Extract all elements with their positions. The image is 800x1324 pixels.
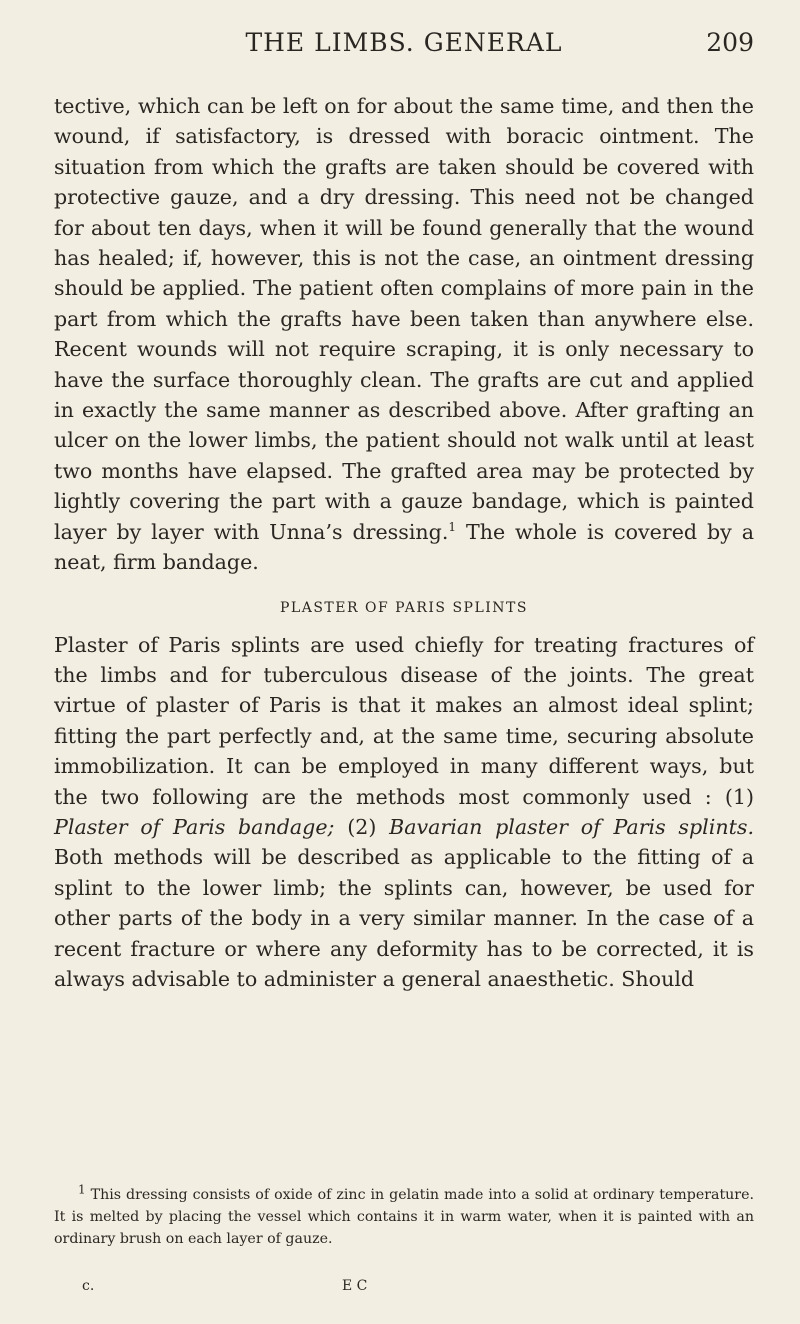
running-head: [54, 28, 754, 68]
signature-mark-right: E C: [342, 1278, 368, 1294]
paragraph-2: [54, 630, 754, 995]
method-1-name: Plaster of Paris bandage;: [54, 814, 335, 839]
paragraph-2-text-1: Plaster of Paris splints are used chiefly for treating fractures of the limbs and for tuberculous disease of the joints. The great virtue of plaster of Paris is that it makes an almost ideal splint; fitting the part perfectly and, at the same time, securing absolute immobilization. It can be employed in many different ways, but the two following are the methods most commonly used : (1): [54, 632, 754, 809]
footnote-text: This dressing consists of oxide of zinc in gelatin made into a solid at ordinary temperature. It is melted by placing the vessel which contains it in warm water, when it is painted with an ordinary brush on each layer of gauze.: [54, 1187, 754, 1247]
paragraph-2-text-2: (2): [334, 814, 390, 839]
signature-mark-left: c.: [82, 1278, 95, 1294]
method-2-name: Bavarian plaster of Paris splints.: [389, 814, 754, 839]
paragraph-1-text-end: The whole is covered by a neat, firm bandage.: [54, 519, 754, 575]
page-number: 209: [706, 28, 754, 57]
footnote-reference: 1: [448, 519, 457, 534]
footnote: [54, 1184, 754, 1250]
footnotes: [54, 1184, 754, 1250]
section-heading: PLASTER OF PARIS SPLINTS: [280, 599, 528, 616]
paragraph-1: [54, 91, 754, 578]
running-title: THE LIMBS. GENERAL: [245, 28, 563, 57]
paragraph-1-text: tective, which can be left on for about the same time, and then the wound, if satisfactory, is dressed with boracic ointment. The situation from which the grafts are taken should be covered with protective gauze, and a dry dressing. This need not be changed for about ten days, when it will be found generally that the wound has healed; if, however, this is not the case, an ointment dressing should be applied. The patient often complains of more pain in the part from which the grafts have been taken than anywhere else. Recent wounds will not require scraping, it is only necessary to have the surface thoroughly clean. The grafts are cut and applied in exactly the same manner as described above. After grafting an ulcer on the lower limbs, the patient should not walk until at least two months have elapsed. The grafted area may be protected by lightly covering the part with a gauze bandage, which is painted layer by layer with Unna’s dressing.: [54, 94, 754, 544]
body-text: [54, 91, 754, 994]
footnote-mark: 1: [78, 1182, 86, 1197]
paragraph-2-text-3: Both methods will be described as applicable to the fitting of a splint to the lower limb; the splints can, however, be used for other parts of the body in a very similar manner. In the case of a recent fracture or where any deformity has to be corrected, it is always advisable to administer a general anaesthetic. Should: [54, 845, 754, 991]
